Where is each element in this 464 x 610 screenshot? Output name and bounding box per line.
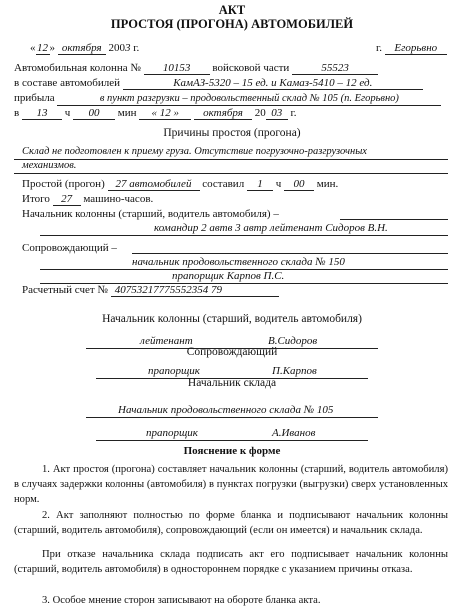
column-row	[14, 63, 378, 75]
chief-underline	[40, 235, 448, 236]
time-day: « 12 »	[139, 108, 191, 120]
time-minutes: 00	[73, 108, 115, 120]
column-label: Автомобильная колонна №	[14, 62, 141, 74]
explanation-p2: 2. Акт заполняют полностью по форме бланка и подписывают начальник колонны (старший, водитель автомобиля), сопровождающий (если он имеется) и начальник склада.	[14, 510, 448, 537]
account-row	[22, 285, 279, 297]
downtime-value: 27 автомобилей	[108, 179, 200, 191]
composition-value: КамАЗ-5320 – 15 ед. и Камаз-5410 – 12 ед.	[123, 78, 423, 90]
account-label: Расчетный счет №	[22, 284, 108, 296]
downtime-row	[22, 179, 338, 191]
signature-chief-name: В.Сидоров	[268, 335, 318, 347]
signature-escort-heading: Сопровождающий	[186, 346, 278, 358]
signature-warehouse-line	[96, 440, 368, 441]
column-value: 10153	[144, 63, 210, 75]
escort-label: Сопровождающий –	[22, 242, 117, 254]
signature-warehouse-rank: прапорщик	[146, 427, 198, 439]
date-month: октября	[58, 43, 106, 55]
time-min-label: мин	[117, 107, 137, 119]
time-hours: 13	[22, 108, 62, 120]
date-row	[30, 43, 139, 55]
composition-label: в составе автомобилей	[14, 77, 121, 89]
signature-chief-rank: лейтенант	[140, 335, 193, 347]
downtime-minutes: 00	[284, 179, 314, 191]
downtime-made-label: составил	[202, 178, 245, 190]
downtime-hours: 1	[247, 179, 273, 191]
reasons-line1: Склад не подготовлен к приему груза. Отсутствие погрузочно-разгрузочных	[22, 146, 367, 157]
city-row	[376, 43, 447, 55]
time-row	[14, 108, 297, 120]
date-year-prefix: 200	[108, 42, 125, 54]
chief-label-underline	[340, 219, 448, 220]
signature-escort-rank: прапорщик	[148, 365, 200, 377]
downtime-h-label: ч	[275, 178, 282, 190]
signature-escort-name: П.Карпов	[272, 365, 317, 377]
reasons-line2: механизмов.	[22, 160, 77, 171]
escort-line1: начальник продовольственного склада № 150	[132, 256, 345, 268]
city-prefix: г.	[376, 42, 383, 54]
time-year-suffix: г.	[290, 107, 297, 119]
title-line1: АКТ	[218, 3, 246, 17]
time-v-label: в	[14, 107, 20, 119]
signature-warehouse-position: Начальник продовольственного склада № 105	[118, 404, 334, 416]
title-line2: ПРОСТОЯ (ПРОГОНА) АВТОМОБИЛЕЙ	[110, 17, 354, 31]
composition-row	[14, 78, 423, 90]
date-year-tail: г.	[133, 42, 140, 54]
time-year-prefix: 20	[254, 107, 266, 119]
arrival-label: прибыла	[14, 92, 55, 104]
chief-value: командир 2 автв 3 автр лейтенант Сидоров В.Н.	[154, 222, 388, 234]
explanation-p4: 3. Особое мнение сторон записывают на обороте бланка акта.	[42, 595, 321, 606]
city-value: Егорьвно	[385, 43, 447, 55]
date-close-quote: »	[49, 42, 55, 54]
total-value: 27	[53, 194, 81, 206]
explanation-p3: При отказе начальника склада подписать акт его подписывает начальник колонны (старший, водитель автомобиля) в одностороннем порядке с указанием причины отказа.	[14, 549, 448, 576]
total-unit: машино-часов.	[83, 193, 154, 205]
explanation-p1: 1. Акт простоя (прогона) составляет начальник колонны (старший, водитель автомобиля) в случаях задержки колонны (автомобиля) в пунктах погрузки (выгрузки) сверх установленных норм.	[14, 464, 448, 506]
signature-warehouse-position-line	[86, 417, 378, 418]
unit-label: войсковой части	[212, 62, 290, 74]
signature-warehouse-name: А.Иванов	[272, 427, 316, 439]
escort-label-underline	[132, 253, 448, 254]
explanation-heading: Пояснение к форме	[183, 445, 281, 457]
arrival-value: в пункт разгрузки – продовольственный склад № 105 (п. Егорьвно)	[57, 94, 441, 106]
downtime-min-label: мин.	[316, 178, 339, 190]
downtime-label: Простой (прогон)	[22, 178, 105, 190]
time-month: октября	[194, 108, 252, 120]
total-row	[22, 194, 153, 206]
reasons-underline2	[14, 173, 448, 174]
time-h-label: ч	[64, 107, 71, 119]
date-open-quote: «	[30, 42, 36, 54]
reasons-underline1	[14, 159, 448, 160]
reasons-heading: Причины простоя (прогона)	[163, 127, 301, 139]
escort-line2: прапорщик Карпов П.С.	[172, 270, 285, 282]
date-year: 3	[125, 42, 131, 54]
time-year: 03	[266, 108, 288, 120]
chief-label: Начальник колонны (старший, водитель автомобиля) –	[22, 208, 279, 220]
date-day: 12	[37, 42, 48, 54]
account-value: 40753217775552354 79	[111, 285, 279, 297]
arrival-row	[14, 93, 441, 106]
unit-value: 55523	[292, 63, 378, 75]
signature-chief-heading: Начальник колонны (старший, водитель автомобиля)	[102, 313, 362, 325]
signature-warehouse-heading: Начальник склада	[187, 377, 277, 389]
total-label: Итого	[22, 193, 50, 205]
